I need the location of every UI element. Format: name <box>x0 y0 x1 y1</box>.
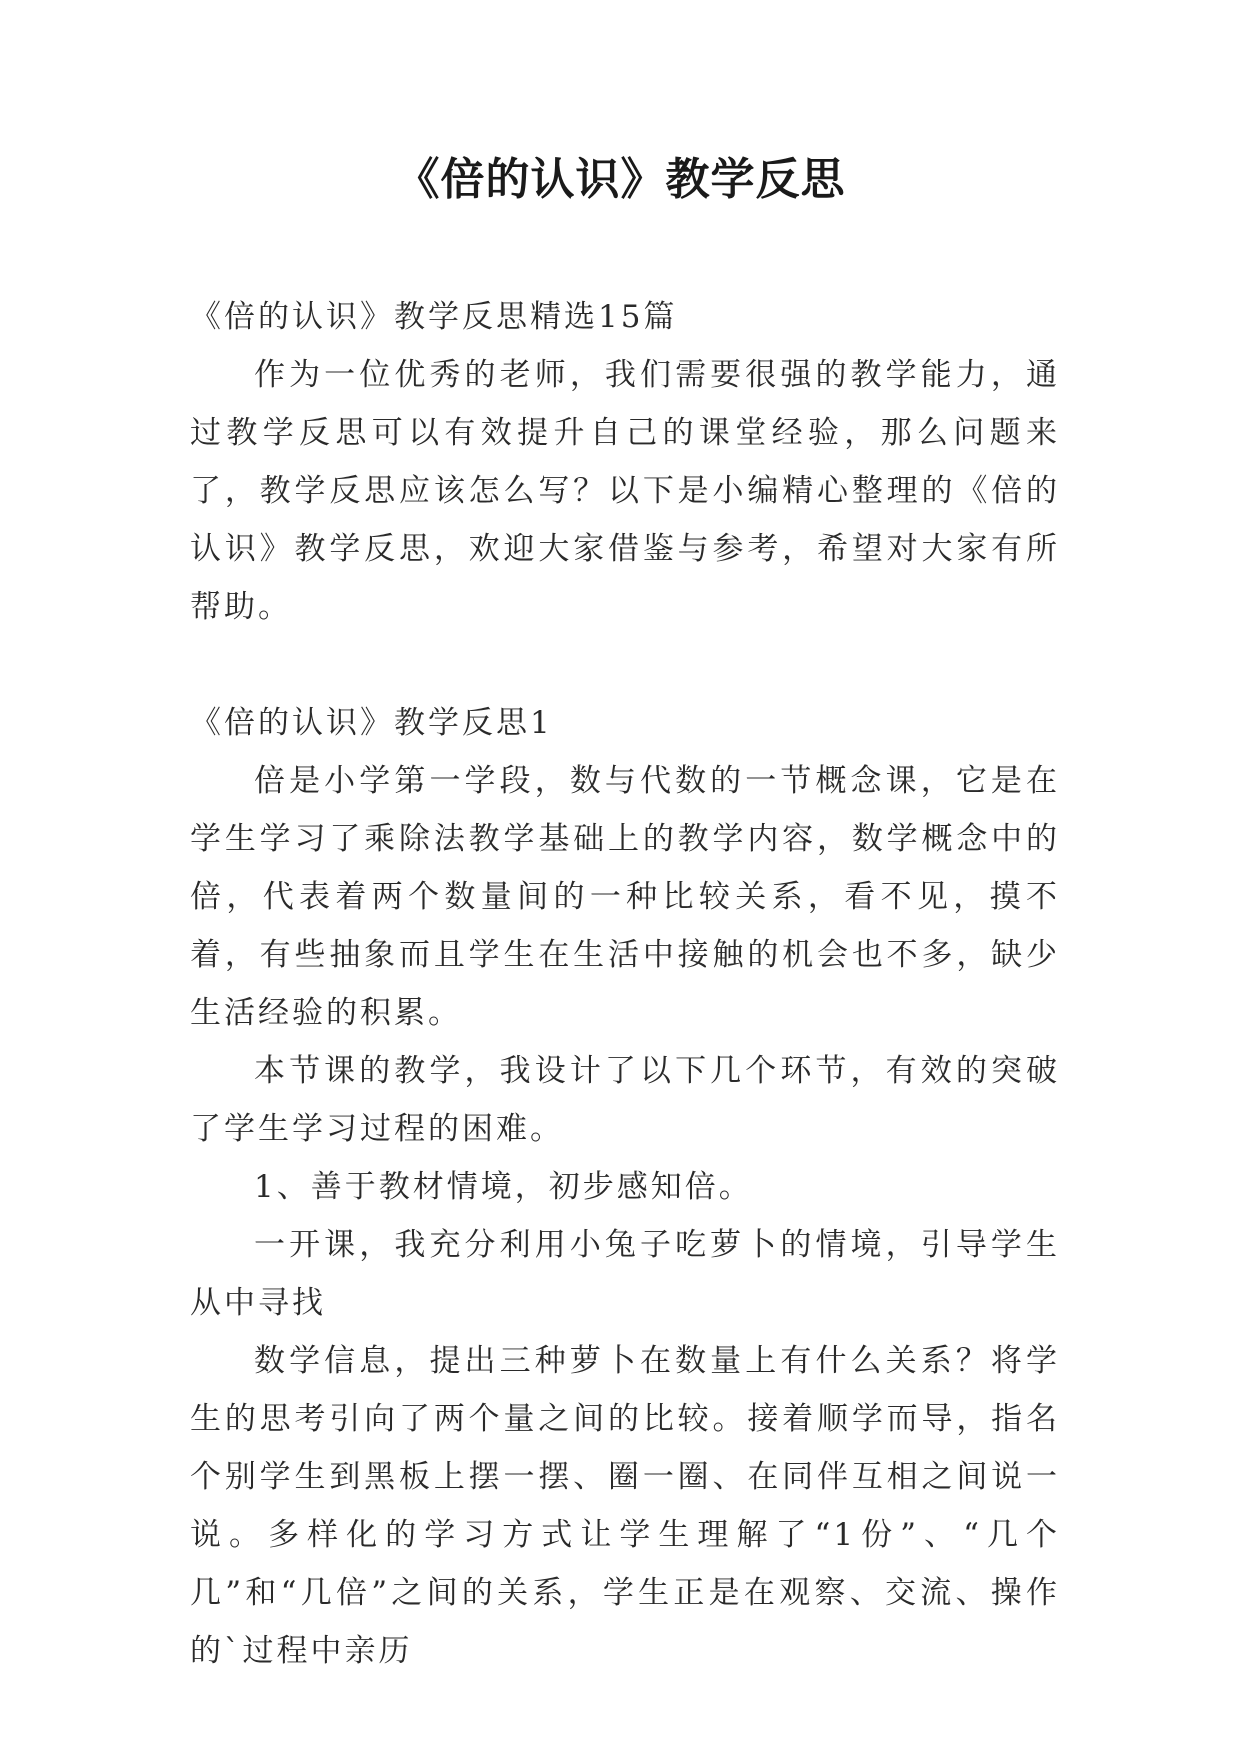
section-spacer <box>190 636 1060 694</box>
paragraph: 本节课的教学，我设计了以下几个环节，有效的突破了学生学习过程的困难。 <box>190 1053 1060 1147</box>
document-body <box>190 288 1060 1680</box>
intro-heading: 《倍的认识》教学反思精选15篇 <box>190 299 678 335</box>
paragraph: 1、善于教材情境，初步感知倍。 <box>254 1169 753 1205</box>
paragraph: 倍是小学第一学段，数与代数的一节概念课，它是在学生学习了乘除法教学基础上的教学内容，数学概念中的倍，代表着两个数量间的一种比较关系，看不见，摸不着，有些抽象而且学生在生活中接触的机会也不多，缺少生活经验的积累。 <box>190 763 1060 1031</box>
paragraph: 一开课，我充分利用小兔子吃萝卜的情境，引导学生从中寻找 <box>190 1227 1060 1321</box>
document-title: 《倍的认识》教学反思 <box>395 154 846 205</box>
section-heading: 《倍的认识》教学反思1 <box>190 705 553 741</box>
paragraph: 数学信息，提出三种萝卜在数量上有什么关系？将学生的思考引向了两个量之间的比较。接着顺学而导，指名个别学生到黑板上摆一摆、圈一圈、在同伴互相之间说一说。多样化的学习方式让学生理解了“1份”、“几个几”和“几倍”之间的关系，学生正是在观察、交流、操作的`过程中亲历 <box>190 1343 1060 1669</box>
intro-paragraph: 作为一位优秀的老师，我们需要很强的教学能力，通过教学反思可以有效提升自己的课堂经验，那么问题来了，教学反思应该怎么写？以下是小编精心整理的《倍的认识》教学反思，欢迎大家借鉴与参考，希望对大家有所帮助。 <box>190 357 1060 625</box>
